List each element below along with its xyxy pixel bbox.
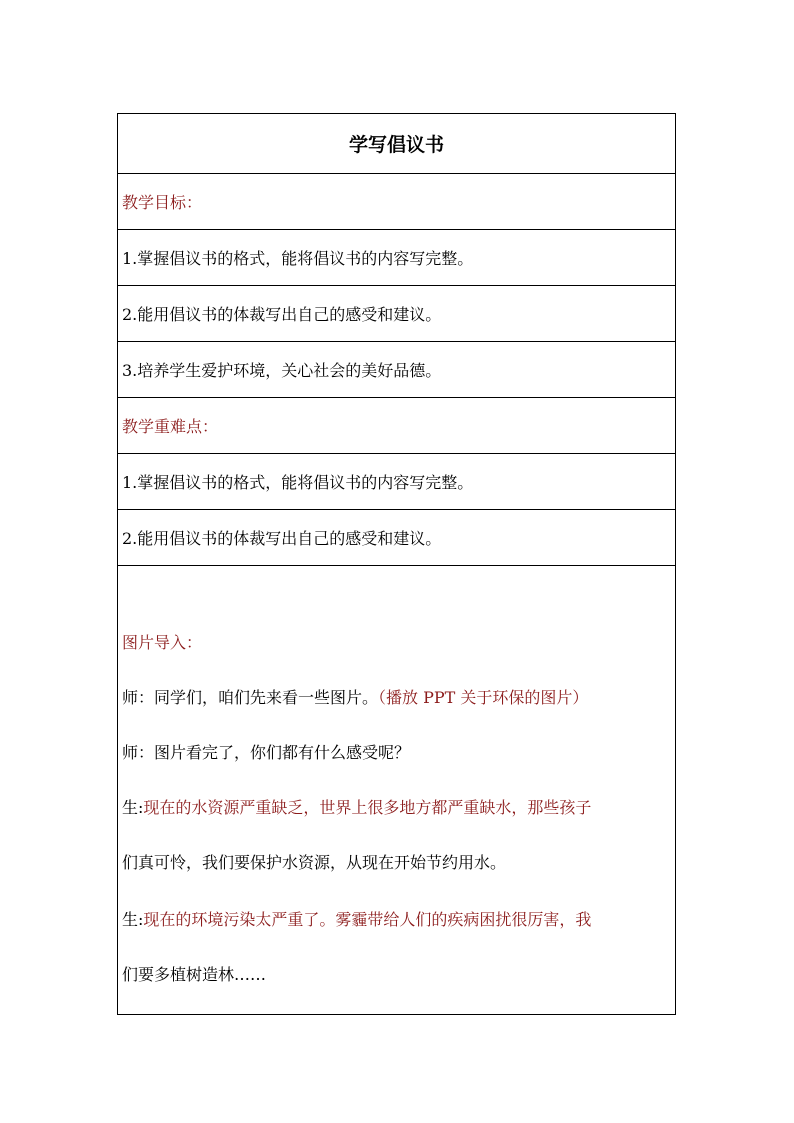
- student-answer-1-text-a: 现在的水资源严重缺乏，世界上很多地方都严重缺水，那些孩子: [143, 798, 592, 817]
- student-answer-2-line-b: 们要多植树造林……: [122, 965, 267, 984]
- lesson-table: [117, 113, 676, 1015]
- student-answer-1-line-b: 们真可怜，我们要保护水资源，从现在开始节约用水。: [122, 853, 507, 872]
- student-answer-1-line-a: [122, 780, 675, 835]
- goal-item-3: 3.培养学生爱护环境，关心社会的美好品德。: [118, 342, 675, 398]
- key-points-heading: 教学重难点：: [118, 398, 675, 454]
- teacher-line-1: [122, 683, 675, 713]
- teacher-line-2: 师：图片看完了，你们都有什么感受呢？: [122, 743, 411, 762]
- student-answer-2-line-a: [122, 892, 675, 947]
- student-answer-2: [122, 892, 675, 1002]
- student-answer-2-prefix: 生:: [122, 910, 144, 929]
- goal-item-1: 1.掌握倡议书的格式，能将倡议书的内容写完整。: [118, 230, 675, 286]
- document-title: 学写倡议书: [118, 114, 675, 174]
- goal-item-2: 2.能用倡议书的体裁写出自己的感受和建议。: [118, 286, 675, 342]
- goals-heading: 教学目标：: [118, 174, 675, 230]
- teacher-line-1-text: 师：同学们，咱们先来看一些图片。: [122, 688, 379, 707]
- student-answer-1: [122, 780, 675, 890]
- teacher-line-1-note: （播放 PPT 关于环保的图片）: [378, 688, 589, 707]
- key-point-item-2: 2.能用倡议书的体裁写出自己的感受和建议。: [118, 510, 675, 566]
- key-point-item-1: 1.掌握倡议书的格式，能将倡议书的内容写完整。: [118, 454, 675, 510]
- student-answer-2-text-a: 现在的环境污染太严重了。雾霾带给人们的疾病困扰很厉害，我: [143, 910, 592, 929]
- intro-section: [118, 566, 675, 1014]
- student-answer-1-prefix: 生:: [122, 798, 144, 817]
- intro-heading: 图片导入：: [122, 633, 203, 652]
